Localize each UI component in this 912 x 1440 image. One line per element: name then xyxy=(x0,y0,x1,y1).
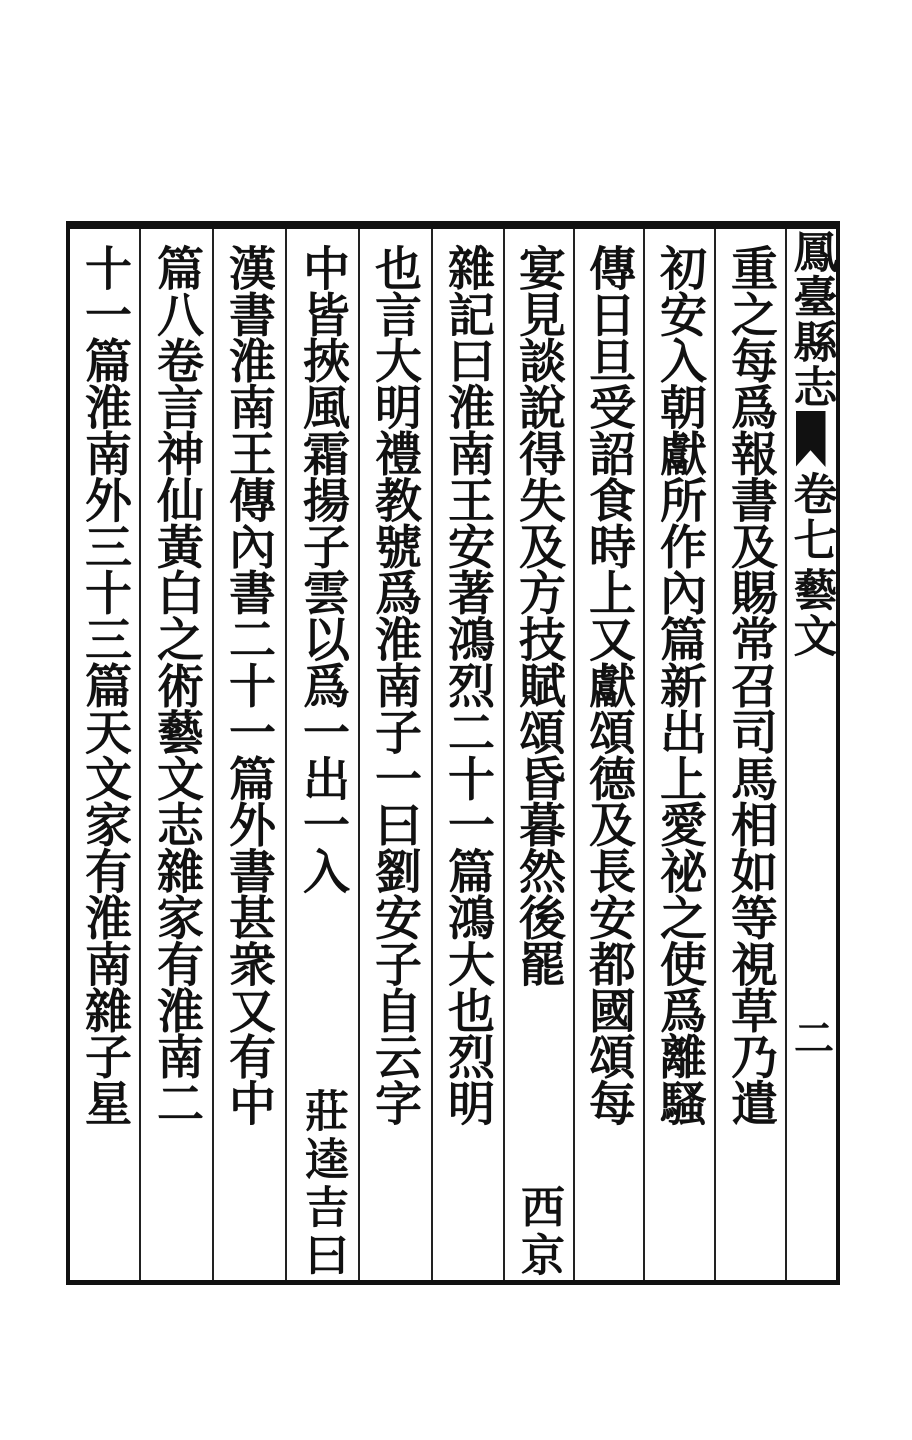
text-column-5 xyxy=(437,244,497,1280)
folio-number: 二 xyxy=(787,1017,835,1057)
column-rule xyxy=(714,229,716,1280)
text-column-8 xyxy=(218,244,278,1280)
volume-number: 卷七 xyxy=(785,471,836,563)
column-rule xyxy=(212,229,214,1280)
section-name: 藝文 xyxy=(785,567,836,659)
column-rule xyxy=(643,229,645,1280)
frame-bottom-border xyxy=(66,1280,840,1285)
frame-right-border xyxy=(836,221,840,1285)
column-main-text: 初安入朝獻所作內篇新出上愛祕之使爲離騷 xyxy=(652,244,707,1126)
column-main-text: 漢書淮南王傳內書二十一篇外書甚衆又有中 xyxy=(221,244,276,1126)
text-column-4 xyxy=(508,244,568,1280)
column-main-text: 也言大明禮教號爲淮南子一曰劉安子自云字 xyxy=(367,244,422,1126)
column-main-text: 宴見談說得失及方技賦頌昏暮然後罷 xyxy=(511,244,566,987)
column-main-text: 十一篇淮南外三十三篇天文家有淮南雜子星 xyxy=(77,244,132,1126)
text-column-1 xyxy=(720,244,780,1280)
frame-top-border xyxy=(66,221,840,229)
column-rule xyxy=(285,229,287,1280)
column-rule xyxy=(503,229,505,1280)
column-main-text: 篇八卷言神仙黃白之術藝文志雜家有淮南二 xyxy=(149,244,204,1126)
column-rule xyxy=(431,229,433,1280)
column-main-text: 傳日旦受詔食時上又獻頌德及長安都國頌每 xyxy=(581,244,636,1126)
column-rule xyxy=(573,229,575,1280)
column-main-text: 重之每爲報書及賜常召司馬相如等視草乃遣 xyxy=(723,244,778,1126)
page-margin-strip xyxy=(785,229,836,1280)
text-column-7 xyxy=(292,244,352,1280)
book-title: 鳳臺縣志 xyxy=(785,229,836,409)
text-column-2 xyxy=(649,244,709,1280)
frame-left-border xyxy=(66,221,70,1285)
column-rule xyxy=(358,229,360,1280)
column-rule xyxy=(139,229,141,1280)
column-main-text: 雜記曰淮南王安著鴻烈二十一篇鴻大也烈明 xyxy=(440,244,495,1126)
column-main-text: 中皆挾風霜揚子雲以爲一出一入 xyxy=(295,244,350,894)
text-column-9 xyxy=(146,244,206,1280)
text-column-3 xyxy=(578,244,638,1280)
column-annotation: 西京 xyxy=(513,1184,564,1280)
fish-tail-mark xyxy=(794,411,828,467)
column-annotation: 莊逵吉曰 xyxy=(297,1088,348,1280)
text-column-10 xyxy=(74,244,134,1280)
text-column-6 xyxy=(364,244,424,1280)
